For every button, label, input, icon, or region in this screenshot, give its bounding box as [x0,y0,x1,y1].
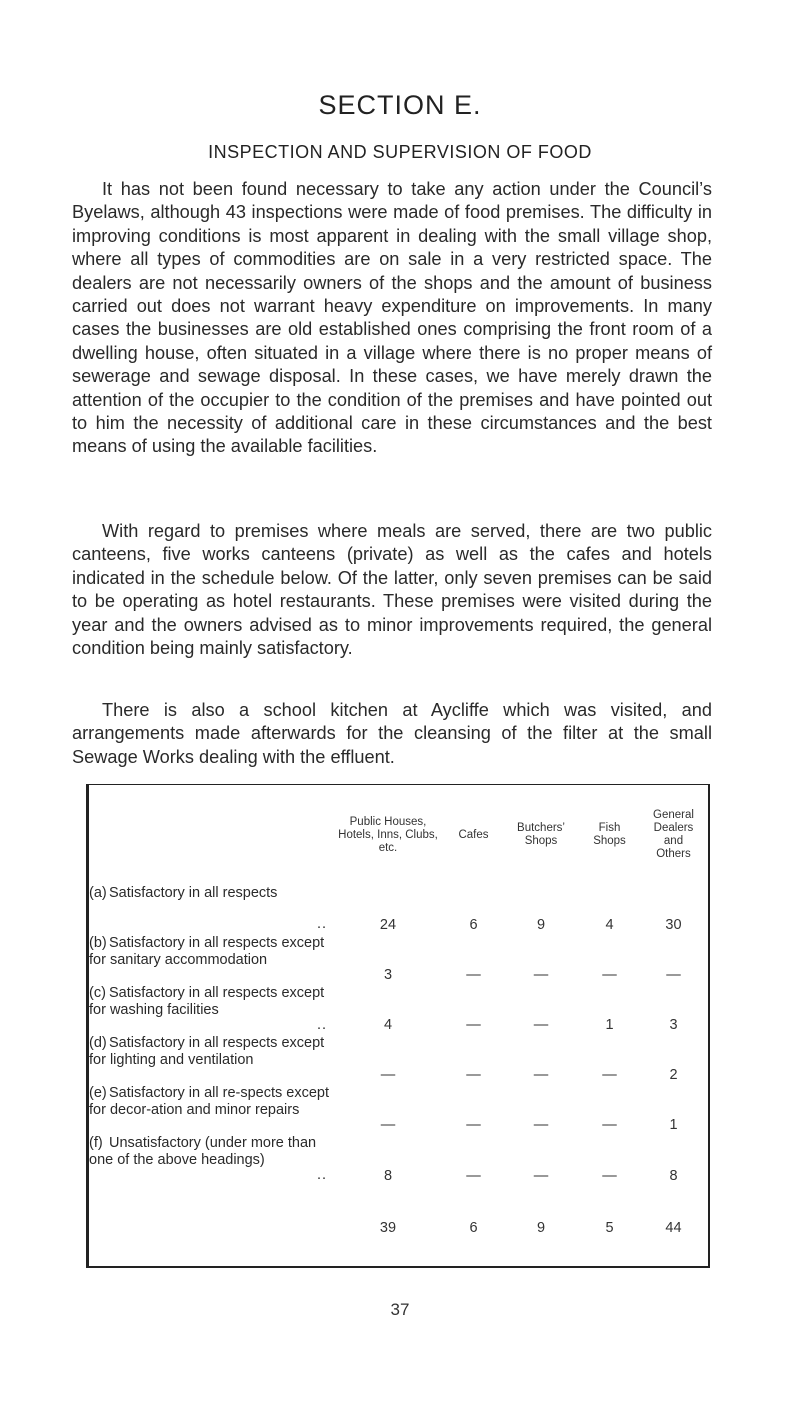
row-label-f: (f) Unsatisfactory (under more than one of the above headings) .. [89,1135,327,1183]
cell-b-fish-shops: — [602,967,617,984]
table-totals-row [89,1190,708,1266]
cell-b-public-houses: 3 [383,967,393,984]
cell-c-cafes: — [466,1017,481,1034]
cell-e-cafes: — [466,1117,481,1134]
values-column-fish-shops [580,885,639,1190]
header-general-dealers: General Dealers and Others [653,809,694,860]
cell-e-general-dealers: 1 [669,1117,678,1134]
row-label-c: (c) Satisfactory in all respects except for washing facilities .. [89,985,327,1033]
cell-d-cafes: — [466,1067,481,1084]
cell-f-fish-shops: — [602,1167,617,1184]
page-number: 37 [390,1300,410,1319]
cell-c-general-dealers: 3 [669,1017,678,1034]
total-public-houses: 39 [379,1220,397,1236]
values-column-general-dealers [639,885,708,1190]
paragraph-school-kitchen: There is also a school kitchen at Aycliffe which was visited, and arrangements made afterwards for the cleansing of the filter at the small Sewage Works dealing with the effluent. [72,700,712,767]
cell-f-general-dealers: 8 [669,1167,678,1184]
cell-d-general-dealers: 2 [669,1067,678,1084]
cell-b-butchers: — [533,967,549,984]
cell-a-public-houses: 24 [379,917,397,934]
cell-d-butchers: — [533,1067,549,1084]
header-fish-shops: Fish Shops [593,822,626,847]
cell-a-fish-shops: 4 [605,917,614,934]
cell-b-cafes: — [466,967,481,984]
cell-c-butchers: — [533,1017,549,1034]
cell-a-general-dealers: 30 [665,917,682,934]
inspection-grid [89,785,708,1266]
cell-e-butchers: — [533,1117,549,1134]
total-cafes: 6 [469,1220,478,1236]
values-column-public-houses [331,885,445,1190]
header-butchers: Butchers’ Shops [517,822,565,847]
header-cafes: Cafes [458,828,489,841]
row-label-d: (d) Satisfactory in all respects except for lighting and ventilation [89,1035,325,1068]
cell-d-fish-shops: — [602,1067,617,1084]
values-column-butchers [502,885,580,1190]
header-public-houses: Public Houses, Hotels, Inns, Clubs, etc. [338,815,438,854]
cell-f-public-houses: 8 [383,1167,393,1184]
cell-a-cafes: 6 [469,917,478,934]
inspection-table [86,784,710,1268]
cell-e-public-houses: — [380,1117,396,1134]
row-labels-column [89,885,331,1190]
cell-c-fish-shops: 1 [605,1017,614,1034]
cell-c-public-houses: 4 [383,1017,393,1034]
table-body-row [89,885,708,1190]
row-label-a: (a) Satisfactory in all respects .. [89,885,327,933]
values-column-cafes [445,885,502,1190]
cell-d-public-houses: — [380,1067,396,1084]
row-label-e: (e) Satisfactory in all re-spects except for decor-ation and minor repairs [89,1085,330,1119]
cell-f-cafes: — [466,1167,481,1184]
section-subtitle: INSPECTION AND SUPERVISION OF FOOD [208,142,592,162]
total-fish-shops: 5 [605,1220,614,1236]
total-general-dealers: 44 [665,1220,682,1236]
total-butchers: 9 [536,1220,546,1236]
section-title: SECTION E. [318,90,482,120]
cell-a-butchers: 9 [536,917,546,934]
paragraph-meals: With regard to premises where meals are served, there are two public canteens, five works canteens (private) as well as the cafes and hotels indicated in the schedule below. Of the latter, only seven premises can be said to be operating as hotel restaurants. These premises were visited during the year and the owners advised as to minor improvements required, the general condition being mainly satisfactory. [72,521,712,659]
paragraph-byelaws: It has not been found necessary to take any action under the Council’s Byelaws, although 43 inspections were made of food premises. The difficulty in improving conditions is most apparent in dealing with the small village shop, where all types of commodities are on sale in a very restricted space. The dealers are not necessarily owners of the shops and the amount of business carried out does not warrant heavy expenditure on improvements. In many cases the businesses are old established ones comprising the front room of a dwelling house, often situated in a village where there is no proper means of sewerage and sewage disposal. In these cases, we have merely drawn the attention of the occupier to the condition of the premises and have pointed out to him the necessity of additional care in these circumstances and the best means of using the available facilities. [72,179,712,457]
header-empty-cell [89,785,331,885]
cell-f-butchers: — [533,1167,549,1184]
cell-b-general-dealers: — [666,967,681,984]
row-label-b: (b) Satisfactory in all respects except for sanitary accommodation [89,935,325,968]
table-header-row [89,785,708,885]
cell-e-fish-shops: — [602,1117,617,1134]
total-label-cell [89,1190,331,1266]
